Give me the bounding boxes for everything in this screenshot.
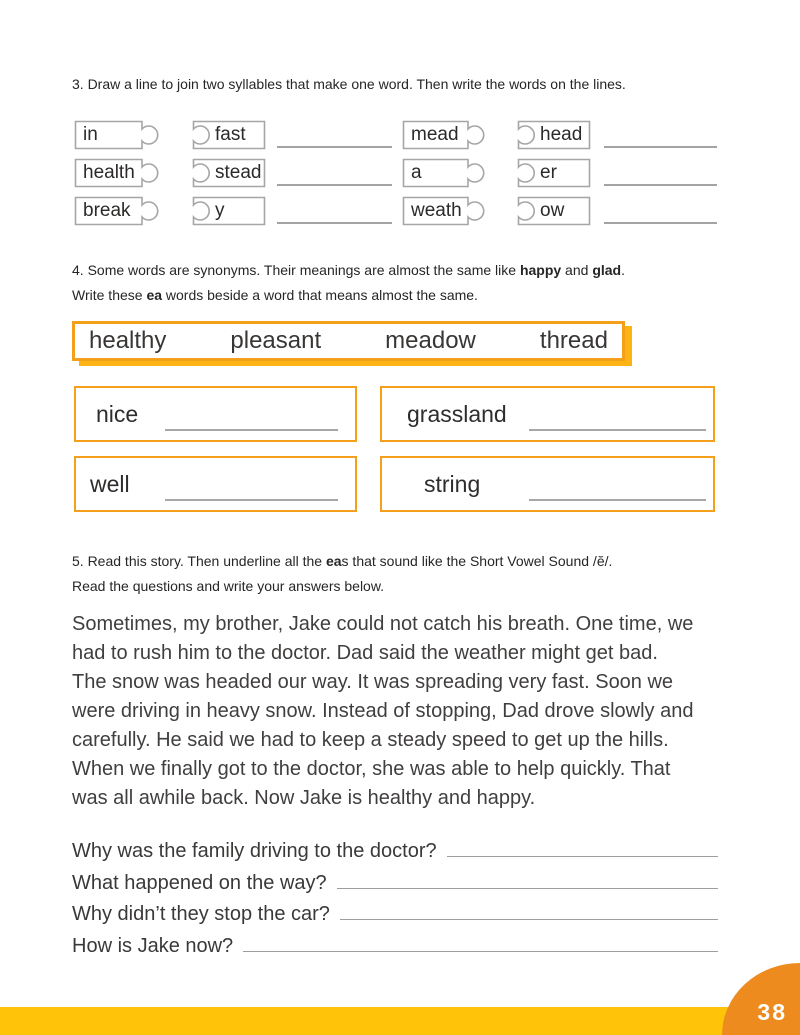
answer-box-word: grassland xyxy=(407,401,507,427)
puzzle-socket-outline xyxy=(192,196,266,226)
puzzle-piece-stead[interactable] xyxy=(192,158,266,188)
word-bank-word: healthy xyxy=(89,327,167,354)
puzzle-piece-head[interactable] xyxy=(517,120,591,150)
bold-word-happy: happy xyxy=(519,262,562,278)
syllable-label: in xyxy=(83,124,98,145)
word-bank-word: pleasant xyxy=(230,327,322,354)
question-text: What happened on the way? xyxy=(72,871,327,894)
question-answer-line[interactable] xyxy=(340,899,718,920)
question-row xyxy=(72,868,718,900)
story-line: was all awhile back. Now Jake is healthy and happy. xyxy=(72,787,536,809)
puzzle-piece-mead[interactable] xyxy=(402,120,488,150)
page-corner-circle xyxy=(722,963,800,1035)
exercise-4-instruction-line2 xyxy=(72,287,478,303)
question-row xyxy=(72,836,718,868)
answer-box-word: string xyxy=(424,471,481,497)
answer-box-line[interactable] xyxy=(165,499,338,501)
answer-box-line[interactable] xyxy=(165,429,338,431)
puzzle-piece-weath[interactable] xyxy=(402,196,488,226)
answer-box-nice xyxy=(74,386,357,442)
syllable-label: head xyxy=(540,124,583,145)
instr-text: and xyxy=(561,262,593,278)
story-line: When we finally got to the doctor, she was able to help quickly. That xyxy=(72,758,671,780)
syllable-label: ow xyxy=(540,200,565,221)
instr-text: words beside a word that means almost the same. xyxy=(162,287,478,303)
puzzle-piece-y[interactable] xyxy=(192,196,266,226)
page-number: 38 xyxy=(757,999,787,1025)
instr-text: s that sound like the Short Vowel Sound /ĕ/. xyxy=(341,553,613,569)
word-answer-line[interactable] xyxy=(604,184,717,186)
question-text: Why was the family driving to the doctor? xyxy=(72,840,437,862)
syllable-label: weath xyxy=(411,200,462,221)
exercise-3-instruction: 3. Draw a line to join two syllables that make one word. Then write the words on the lines. xyxy=(72,76,626,92)
bold-word-ea: ea xyxy=(325,553,342,569)
word-answer-line[interactable] xyxy=(277,184,392,186)
answer-box-word: well xyxy=(90,471,130,497)
question-answer-line[interactable] xyxy=(243,931,718,952)
puzzle-piece-break[interactable] xyxy=(74,196,162,226)
story-line: were driving in heavy snow. Instead of stopping, Dad drove slowly and xyxy=(72,700,694,722)
word-answer-line[interactable] xyxy=(277,222,392,224)
story-paragraph xyxy=(72,610,693,813)
syllable-label: er xyxy=(540,162,557,183)
puzzle-piece-fast[interactable] xyxy=(192,120,266,150)
story-line: The snow was headed our way. It was spreading very fast. Soon we xyxy=(72,671,674,693)
instr-text: . xyxy=(621,262,625,278)
syllable-label: health xyxy=(83,162,135,183)
instr-text: Write these xyxy=(72,287,147,303)
question-answer-line[interactable] xyxy=(337,868,718,889)
question-row xyxy=(72,931,718,963)
bottom-bar xyxy=(0,1007,800,1035)
syllable-label: break xyxy=(83,200,131,221)
syllable-label: fast xyxy=(215,124,246,145)
instr-text: 4. Some words are synonyms. Their meanings are almost the same like xyxy=(72,262,520,278)
puzzle-piece-ow[interactable] xyxy=(517,196,591,226)
syllable-label: mead xyxy=(411,124,459,145)
bold-word-glad: glad xyxy=(592,262,622,278)
answer-box-string xyxy=(380,456,715,512)
questions-section xyxy=(72,836,718,962)
exercise-5-instruction-line1 xyxy=(72,553,612,569)
exercise-5-instruction-line2: Read the questions and write your answers below. xyxy=(72,578,385,594)
word-answer-line[interactable] xyxy=(277,146,392,148)
word-answer-line[interactable] xyxy=(604,222,717,224)
exercise-4-instruction-line1 xyxy=(72,262,625,278)
puzzle-piece-in[interactable] xyxy=(74,120,162,150)
answer-box-grassland xyxy=(380,386,715,442)
answer-box-line[interactable] xyxy=(529,429,706,431)
question-answer-line[interactable] xyxy=(447,836,718,857)
puzzle-piece-er[interactable] xyxy=(517,158,591,188)
answer-box-line[interactable] xyxy=(529,499,706,501)
story-line: had to rush him to the doctor. Dad said the weather might get bad. xyxy=(72,642,658,664)
story-line: carefully. He said we had to keep a steady speed to get up the hills. xyxy=(72,729,669,751)
syllable-label: y xyxy=(215,200,225,221)
bold-word-ea: ea xyxy=(146,287,163,303)
syllable-label: a xyxy=(411,162,422,183)
answer-box-word: nice xyxy=(96,401,139,427)
puzzle-piece-a[interactable] xyxy=(402,158,488,188)
question-row xyxy=(72,899,718,931)
instr-text: 5. Read this story. Then underline all the xyxy=(72,553,326,569)
word-bank xyxy=(72,321,625,361)
syllable-label: stead xyxy=(215,162,262,183)
word-bank-word: meadow xyxy=(385,327,476,354)
word-answer-line[interactable] xyxy=(604,146,717,148)
answer-box-well xyxy=(74,456,357,512)
question-text: Why didn’t they stop the car? xyxy=(72,903,330,925)
question-text: How is Jake now? xyxy=(72,934,234,957)
story-line: Sometimes, my brother, Jake could not catch his breath. One time, we xyxy=(72,613,694,635)
puzzle-piece-health[interactable] xyxy=(74,158,162,188)
word-bank-word: thread xyxy=(539,327,608,354)
